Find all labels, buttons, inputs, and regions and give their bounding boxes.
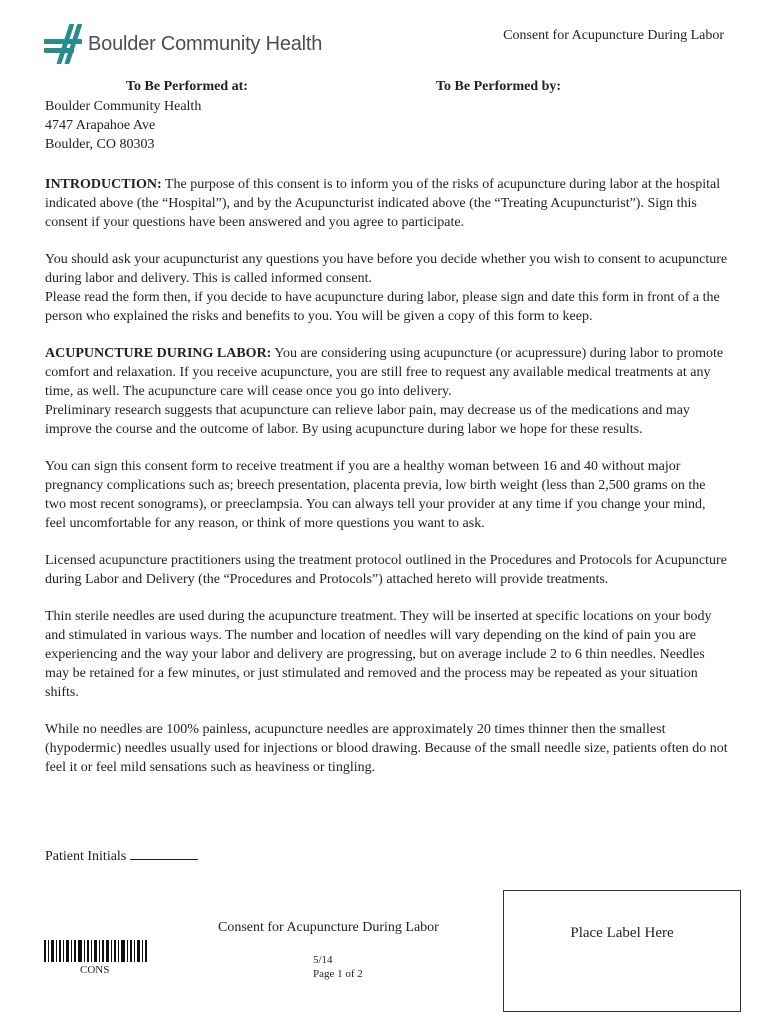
consent-body (45, 175, 729, 795)
location-name: Boulder Community Health (45, 99, 202, 114)
boulder-community-health-logo-icon (44, 22, 82, 66)
performed-by-label: To Be Performed by: (436, 79, 562, 94)
footer-title: Consent for Acupuncture During Labor (218, 920, 439, 935)
acupuncture-labor-text: You are considering using acupuncture (or acupressure) during labor to promote comfort and relaxation. If you receive acupuncture, you are still free to request any available medical treatments at any time, as well. The acupuncture care will cease once you go into delivery. (45, 346, 724, 399)
practitioners-paragraph: Licensed acupuncture practitioners using the treatment protocol outlined in the Procedures and Protocols for Acupuncture during Labor and Delivery (the “Procedures and Protocols”) attached hereto will provide treatments. (45, 553, 727, 587)
brand-name: Boulder Community Health (88, 32, 323, 55)
location-city: Boulder, CO 80303 (45, 137, 155, 152)
barcode-icon (44, 940, 148, 962)
location-street: 4747 Arapahoe Ave (45, 118, 156, 133)
footer-page-number: Page 1 of 2 (313, 968, 363, 980)
pain-paragraph: While no needles are 100% painless, acupuncture needles are approximately 20 times thinner then the smallest (hypodermic) needles usually used for injections or blood drawing. Because of the small needle size, patients often do not feel it or feel mild sensations such as heaviness or tingling. (45, 722, 728, 775)
needles-paragraph: Thin sterile needles are used during the acupuncture treatment. They will be inserted at specific locations on your body and stimulated in various ways. The number and location of needles will vary depending on the kind of pain you are experiencing and the way your labor and delivery are progressing, but on average include 2 to 6 thin needles. Needles may be retained for a few minutes, or just stimulated and removed and the process may be repeated as your situation shifts. (45, 609, 712, 700)
read-form-text: Please read the form then, if you decide to have acupuncture during labor, please sign and date this form in front of a the person who explained the risks and benefits to you. You will be given a copy of this form to keep. (45, 290, 720, 324)
patient-initials-field[interactable] (45, 846, 198, 865)
patient-initials-label: Patient Initials (45, 849, 127, 864)
introduction-heading: INTRODUCTION: (45, 177, 162, 192)
eligibility-paragraph: You can sign this consent form to receive treatment if you are a healthy woman between 16 and 40 without major pregnancy complications such as; breech presentation, placenta previa, low birth weight (less than 2,500 grams on the two most recent sonograms), or preeclampsia. You can always tell your provider at any time if you change your mind, feel uncomfortable for any reason, or think of more questions you want to ask. (45, 459, 706, 531)
patient-initials-line[interactable] (130, 846, 198, 860)
footer-revision-date: 5/14 (313, 954, 333, 966)
informed-consent-paragraph (45, 250, 729, 326)
acupuncture-labor-paragraph (45, 344, 729, 439)
place-label-box (503, 890, 741, 1012)
header-title: Consent for Acupuncture During Labor (503, 28, 724, 43)
barcode-label: CONS (80, 964, 110, 976)
ask-questions-text: You should ask your acupuncturist any questions you have before you decide whether you wish to consent to acupuncture during labor and delivery. This is called informed consent. (45, 252, 728, 286)
performed-at-label: To Be Performed at: (126, 79, 248, 94)
brand-logo (44, 22, 322, 66)
research-text: Preliminary research suggests that acupuncture can relieve labor pain, may decrease us of the medications and may improve the course and the outcome of labor. By using acupuncture during labor we hope for these results. (45, 403, 690, 437)
location-address (45, 97, 201, 154)
introduction-paragraph (45, 175, 729, 232)
place-label-text: Place Label Here (570, 925, 674, 941)
acupuncture-labor-heading: ACUPUNCTURE DURING LABOR: (45, 346, 272, 361)
introduction-text: The purpose of this consent is to inform you of the risks of acupuncture during labor at the hospital indicated above (the “Hospital”), and by the Acupuncturist indicated above (the “Treating Acupuncturist”). Sign this consent if your questions have been answered and you agree to participate. (45, 177, 721, 230)
